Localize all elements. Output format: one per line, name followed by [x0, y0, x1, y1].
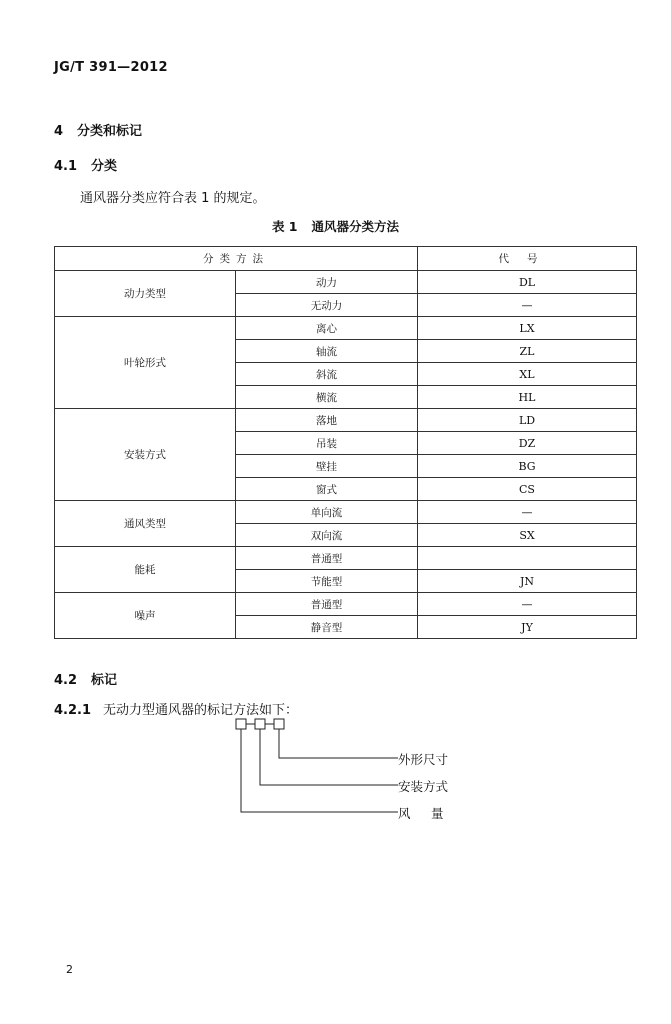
type-cell: 普通型 [236, 547, 418, 570]
standard-id: JG/T 391—2012 [54, 60, 168, 75]
section-4-1-number: 4.1 [54, 159, 78, 174]
leader-line-install [260, 729, 398, 785]
table-row [55, 547, 637, 570]
type-cell: 斜流 [236, 363, 418, 386]
table-row [55, 501, 637, 524]
table-caption-title: 通风器分类方法 [311, 219, 400, 234]
type-cell: 无动力 [236, 294, 418, 317]
table-row [55, 271, 637, 294]
page-number: 2 [66, 963, 73, 976]
section-4-2-number: 4.2 [54, 673, 78, 688]
type-cell: 单向流 [236, 501, 418, 524]
type-cell: 落地 [236, 409, 418, 432]
mark-box-airflow [236, 719, 246, 729]
type-cell: 离心 [236, 317, 418, 340]
code-cell: DZ [418, 432, 637, 455]
section-4-heading [54, 120, 142, 139]
table-row [55, 317, 637, 340]
type-cell: 节能型 [236, 570, 418, 593]
section-4-2-title: 标记 [91, 673, 118, 688]
leader-line-size [279, 729, 398, 758]
table-row [55, 593, 637, 616]
type-cell: 普通型 [236, 593, 418, 616]
section-4-title: 分类和标记 [77, 124, 143, 139]
code-cell: HL [418, 386, 637, 409]
header-method: 分类方法 [55, 247, 418, 271]
mark-box-install [255, 719, 265, 729]
group-name: 能耗 [55, 547, 236, 593]
type-cell: 轴流 [236, 340, 418, 363]
section-4-1-text: 通风器分类应符合表 1 的规定。 [80, 191, 266, 206]
table-caption-number: 表 1 [271, 219, 298, 234]
section-4-1-title: 分类 [91, 159, 118, 174]
marking-diagram [230, 715, 400, 825]
type-cell: 动力 [236, 271, 418, 294]
section-4-2-heading [54, 669, 117, 688]
code-cell [418, 547, 637, 570]
type-cell: 静音型 [236, 616, 418, 639]
diagram-label-install: 安装方式 [398, 779, 449, 794]
type-cell: 壁挂 [236, 455, 418, 478]
section-4-1-heading [54, 155, 117, 174]
mark-box-size [274, 719, 284, 729]
table-header-row [55, 247, 637, 271]
section-4-number: 4 [54, 124, 64, 139]
type-cell: 窗式 [236, 478, 418, 501]
section-4-2-1-text: 无动力型通风器的标记方法如下： [103, 703, 299, 718]
type-cell: 横流 [236, 386, 418, 409]
code-cell: XL [418, 363, 637, 386]
diagram-label-size: 外形尺寸 [398, 752, 449, 767]
code-cell: DL [418, 271, 637, 294]
group-name: 叶轮形式 [55, 317, 236, 409]
leader-line-airflow [241, 729, 398, 812]
type-cell: 双向流 [236, 524, 418, 547]
code-cell: LD [418, 409, 637, 432]
code-cell: — [418, 294, 637, 317]
group-name: 噪声 [55, 593, 236, 639]
code-cell: — [418, 501, 637, 524]
header-code: 代号 [418, 247, 637, 271]
group-name: 安装方式 [55, 409, 236, 501]
code-cell: JY [418, 616, 637, 639]
code-cell: LX [418, 317, 637, 340]
classification-table [54, 246, 637, 639]
group-name: 通风类型 [55, 501, 236, 547]
code-cell: JN [418, 570, 637, 593]
group-name: 动力类型 [55, 271, 236, 317]
table-caption [0, 217, 671, 235]
code-cell: ZL [418, 340, 637, 363]
type-cell: 吊装 [236, 432, 418, 455]
table-row [55, 409, 637, 432]
section-4-2-1-number: 4.2.1 [54, 703, 92, 718]
code-cell: SX [418, 524, 637, 547]
code-cell: — [418, 593, 637, 616]
diagram-label-airflow: 风 量 [398, 806, 448, 821]
code-cell: BG [418, 455, 637, 478]
code-cell: CS [418, 478, 637, 501]
